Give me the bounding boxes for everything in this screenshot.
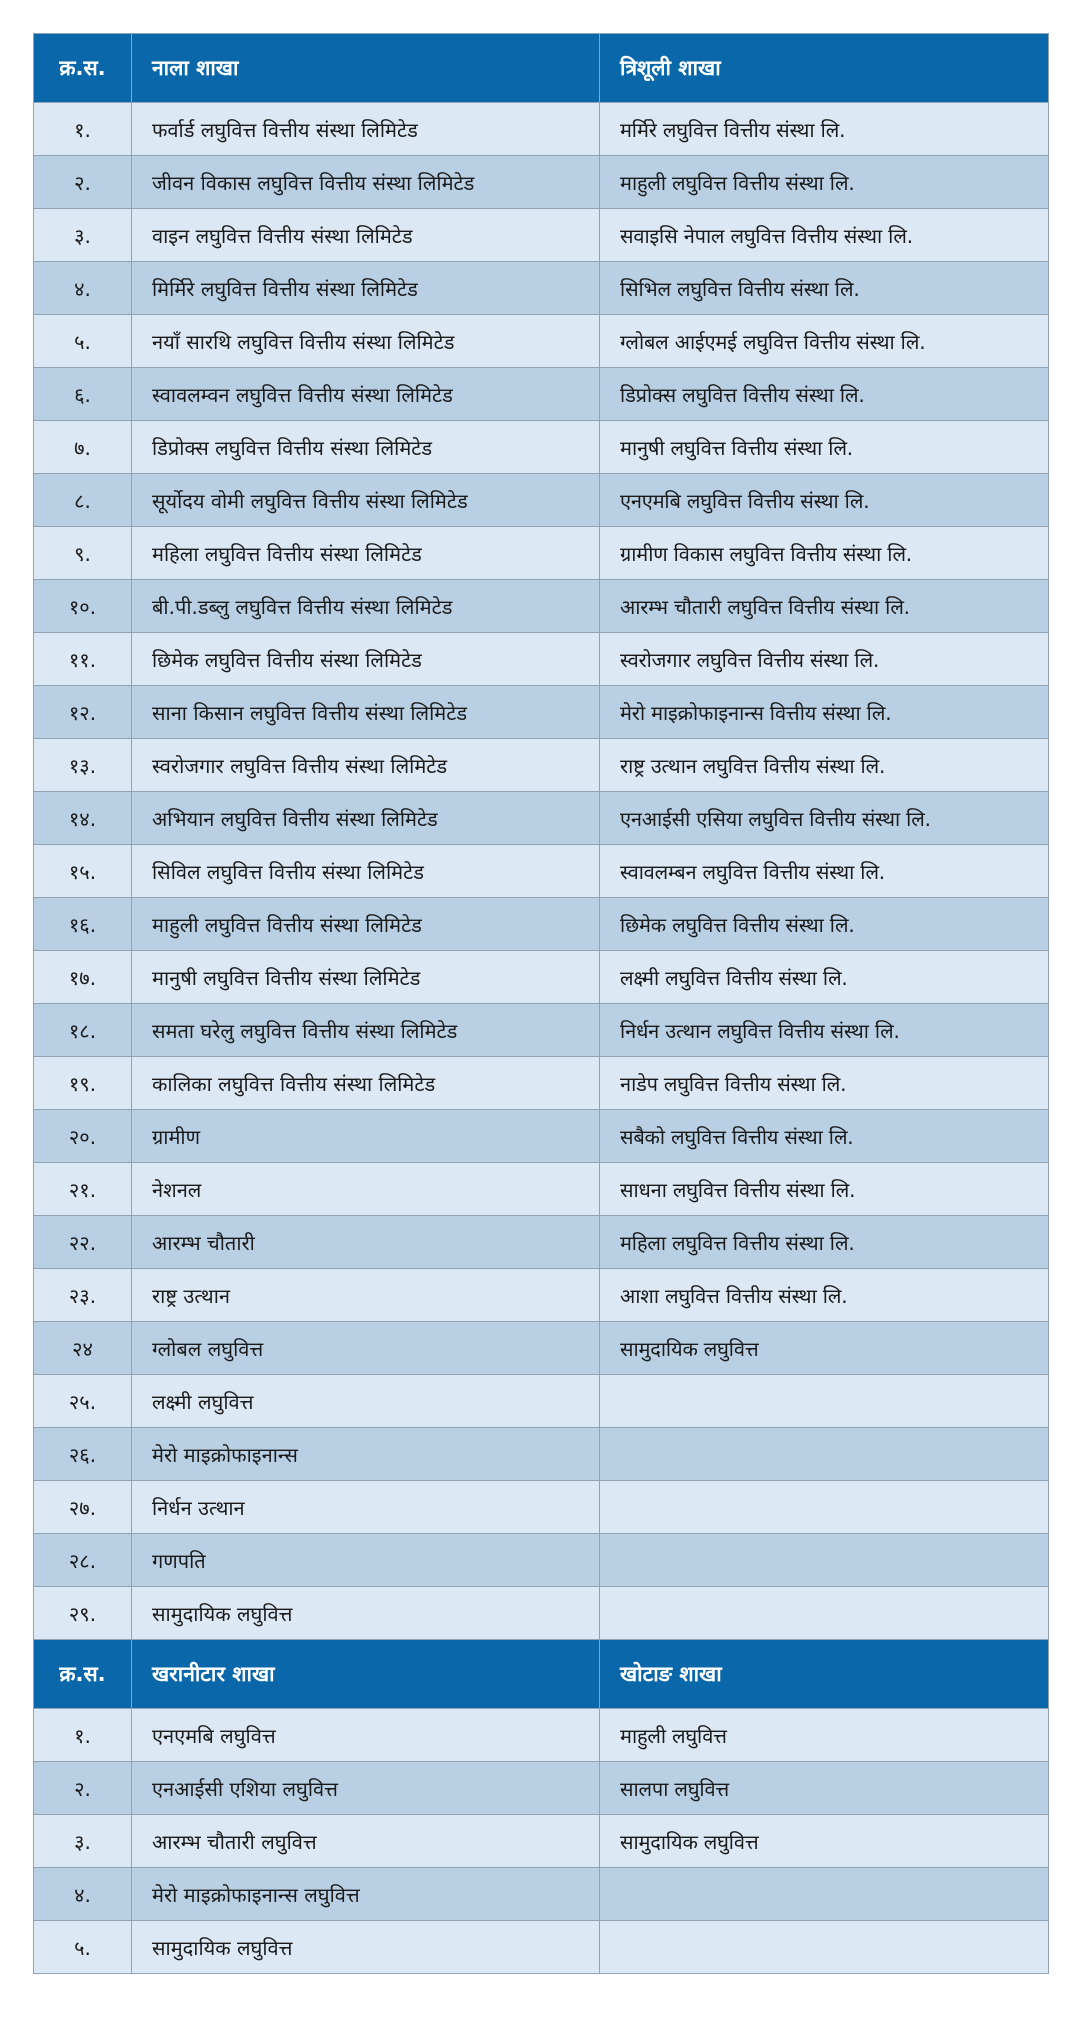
serial-number-cell: ५. bbox=[34, 315, 132, 368]
serial-number-cell: २१. bbox=[34, 1163, 132, 1216]
branch-b-institution-cell: मेरो माइक्रोफाइनान्स वित्तीय संस्था लि. bbox=[600, 686, 1049, 739]
serial-number-cell: १८. bbox=[34, 1004, 132, 1057]
table-row bbox=[34, 1921, 1049, 1974]
table-row bbox=[34, 1534, 1049, 1587]
table-row bbox=[34, 1762, 1049, 1815]
section1-header-row bbox=[34, 34, 1049, 103]
branch-b-institution-cell: आरम्भ चौतारी लघुवित्त वित्तीय संस्था लि. bbox=[600, 580, 1049, 633]
branch-a-institution-cell: छिमेक लघुवित्त वित्तीय संस्था लिमिटेड bbox=[132, 633, 600, 686]
branch-a-institution-cell: मेरो माइक्रोफाइनान्स bbox=[132, 1428, 600, 1481]
table-row bbox=[34, 633, 1049, 686]
table-row bbox=[34, 1815, 1049, 1868]
branch-a-institution-cell: डिप्रोक्स लघुवित्त वित्तीय संस्था लिमिटेड bbox=[132, 421, 600, 474]
branch-a-institution-cell: मानुषी लघुवित्त वित्तीय संस्था लिमिटेड bbox=[132, 951, 600, 1004]
table-row bbox=[34, 1216, 1049, 1269]
table-row bbox=[34, 262, 1049, 315]
column-b-header: त्रिशूली शाखा bbox=[600, 34, 1049, 103]
serial-number-header: क्र.स. bbox=[34, 34, 132, 103]
table-row bbox=[34, 1004, 1049, 1057]
serial-number-cell: २२. bbox=[34, 1216, 132, 1269]
branch-b-institution-cell bbox=[600, 1868, 1049, 1921]
table-row bbox=[34, 1375, 1049, 1428]
serial-number-cell: १५. bbox=[34, 845, 132, 898]
serial-number-cell: २९. bbox=[34, 1587, 132, 1640]
table-row bbox=[34, 1868, 1049, 1921]
branch-a-institution-cell: नयाँ सारथि लघुवित्त वित्तीय संस्था लिमिटेड bbox=[132, 315, 600, 368]
branch-b-institution-cell bbox=[600, 1921, 1049, 1974]
table-row bbox=[34, 1163, 1049, 1216]
serial-number-cell: ३. bbox=[34, 209, 132, 262]
serial-number-cell: १०. bbox=[34, 580, 132, 633]
branch-b-institution-cell: स्वावलम्बन लघुवित्त वित्तीय संस्था लि. bbox=[600, 845, 1049, 898]
branch-b-institution-cell: ग्लोबल आईएमई लघुवित्त वित्तीय संस्था लि. bbox=[600, 315, 1049, 368]
serial-number-cell: १४. bbox=[34, 792, 132, 845]
serial-number-cell: ४. bbox=[34, 1868, 132, 1921]
branch-a-institution-cell: सामुदायिक लघुवित्त bbox=[132, 1921, 600, 1974]
branch-a-institution-cell: गणपति bbox=[132, 1534, 600, 1587]
branch-b-institution-cell: सामुदायिक लघुवित्त bbox=[600, 1322, 1049, 1375]
serial-number-cell: ८. bbox=[34, 474, 132, 527]
serial-number-cell: ११. bbox=[34, 633, 132, 686]
branch-a-institution-cell: आरम्भ चौतारी लघुवित्त bbox=[132, 1815, 600, 1868]
serial-number-cell: २०. bbox=[34, 1110, 132, 1163]
table-row bbox=[34, 421, 1049, 474]
serial-number-cell: १९. bbox=[34, 1057, 132, 1110]
table-row bbox=[34, 739, 1049, 792]
branch-a-institution-cell: मेरो माइक्रोफाइनान्स लघुवित्त bbox=[132, 1868, 600, 1921]
branch-a-institution-cell: लक्ष्मी लघुवित्त bbox=[132, 1375, 600, 1428]
branch-a-institution-cell: नेशनल bbox=[132, 1163, 600, 1216]
column-a-header: खरानीटार शाखा bbox=[132, 1640, 600, 1709]
table-row bbox=[34, 792, 1049, 845]
branch-b-institution-cell: महिला लघुवित्त वित्तीय संस्था लि. bbox=[600, 1216, 1049, 1269]
branch-b-institution-cell: राष्ट्र उत्थान लघुवित्त वित्तीय संस्था लि. bbox=[600, 739, 1049, 792]
serial-number-cell: ७. bbox=[34, 421, 132, 474]
table-row bbox=[34, 898, 1049, 951]
serial-number-cell: १३. bbox=[34, 739, 132, 792]
branch-b-institution-cell: सवाइसि नेपाल लघुवित्त वित्तीय संस्था लि. bbox=[600, 209, 1049, 262]
branch-a-institution-cell: सिविल लघुवित्त वित्तीय संस्था लिमिटेड bbox=[132, 845, 600, 898]
branch-a-institution-cell: निर्धन उत्थान bbox=[132, 1481, 600, 1534]
table-row bbox=[34, 474, 1049, 527]
branch-b-institution-cell bbox=[600, 1534, 1049, 1587]
serial-number-cell: १. bbox=[34, 1709, 132, 1762]
branch-b-institution-cell: नाडेप लघुवित्त वित्तीय संस्था लि. bbox=[600, 1057, 1049, 1110]
table-row bbox=[34, 368, 1049, 421]
branch-a-institution-cell: जीवन विकास लघुवित्त वित्तीय संस्था लिमिटेड bbox=[132, 156, 600, 209]
serial-number-cell: २७. bbox=[34, 1481, 132, 1534]
section2-header-row bbox=[34, 1640, 1049, 1709]
serial-number-cell: २८. bbox=[34, 1534, 132, 1587]
branch-a-institution-cell: अभियान लघुवित्त वित्तीय संस्था लिमिटेड bbox=[132, 792, 600, 845]
serial-number-cell: ९. bbox=[34, 527, 132, 580]
branch-a-institution-cell: ग्लोबल लघुवित्त bbox=[132, 1322, 600, 1375]
branch-table-body bbox=[34, 34, 1049, 1974]
table-row bbox=[34, 156, 1049, 209]
serial-number-cell: २. bbox=[34, 156, 132, 209]
serial-number-cell: ४. bbox=[34, 262, 132, 315]
branch-b-institution-cell bbox=[600, 1375, 1049, 1428]
serial-number-cell: १. bbox=[34, 103, 132, 156]
table-row bbox=[34, 1269, 1049, 1322]
branch-a-institution-cell: आरम्भ चौतारी bbox=[132, 1216, 600, 1269]
branch-b-institution-cell: स्वरोजगार लघुवित्त वित्तीय संस्था लि. bbox=[600, 633, 1049, 686]
serial-number-cell: २६. bbox=[34, 1428, 132, 1481]
branch-b-institution-cell: सिभिल लघुवित्त वित्तीय संस्था लि. bbox=[600, 262, 1049, 315]
serial-number-cell: ३. bbox=[34, 1815, 132, 1868]
branch-a-institution-cell: माहुली लघुवित्त वित्तीय संस्था लिमिटेड bbox=[132, 898, 600, 951]
table-row bbox=[34, 527, 1049, 580]
branch-a-institution-cell: समता घरेलु लघुवित्त वित्तीय संस्था लिमिटेड bbox=[132, 1004, 600, 1057]
branch-b-institution-cell: सालपा लघुवित्त bbox=[600, 1762, 1049, 1815]
branch-b-institution-cell: एनएमबि लघुवित्त वित्तीय संस्था लि. bbox=[600, 474, 1049, 527]
serial-number-cell: १७. bbox=[34, 951, 132, 1004]
branch-a-institution-cell: सूर्योदय वोमी लघुवित्त वित्तीय संस्था लिमिटेड bbox=[132, 474, 600, 527]
table-row bbox=[34, 315, 1049, 368]
table-row bbox=[34, 686, 1049, 739]
serial-number-cell: १२. bbox=[34, 686, 132, 739]
table-row bbox=[34, 209, 1049, 262]
table-row bbox=[34, 580, 1049, 633]
branch-b-institution-cell: मानुषी लघुवित्त वित्तीय संस्था लि. bbox=[600, 421, 1049, 474]
branch-a-institution-cell: महिला लघुवित्त वित्तीय संस्था लिमिटेड bbox=[132, 527, 600, 580]
branch-a-institution-cell: बी.पी.डब्लु लघुवित्त वित्तीय संस्था लिमिटेड bbox=[132, 580, 600, 633]
branch-b-institution-cell: लक्ष्मी लघुवित्त वित्तीय संस्था लि. bbox=[600, 951, 1049, 1004]
branch-b-institution-cell: सबैको लघुवित्त वित्तीय संस्था लि. bbox=[600, 1110, 1049, 1163]
branch-b-institution-cell: माहुली लघुवित्त वित्तीय संस्था लि. bbox=[600, 156, 1049, 209]
branch-b-institution-cell: सामुदायिक लघुवित्त bbox=[600, 1815, 1049, 1868]
branch-a-institution-cell: एनएमबि लघुवित्त bbox=[132, 1709, 600, 1762]
serial-number-cell: ५. bbox=[34, 1921, 132, 1974]
branch-b-institution-cell: ग्रामीण विकास लघुवित्त वित्तीय संस्था लि. bbox=[600, 527, 1049, 580]
branch-a-institution-cell: मिर्मिरे लघुवित्त वित्तीय संस्था लिमिटेड bbox=[132, 262, 600, 315]
branch-table bbox=[33, 33, 1049, 1974]
branch-b-institution-cell: माहुली लघुवित्त bbox=[600, 1709, 1049, 1762]
serial-number-cell: ६. bbox=[34, 368, 132, 421]
branch-a-institution-cell: ग्रामीण bbox=[132, 1110, 600, 1163]
branch-b-institution-cell: निर्धन उत्थान लघुवित्त वित्तीय संस्था लि. bbox=[600, 1004, 1049, 1057]
branch-b-institution-cell: छिमेक लघुवित्त वित्तीय संस्था लि. bbox=[600, 898, 1049, 951]
branch-a-institution-cell: साना किसान लघुवित्त वित्तीय संस्था लिमिटेड bbox=[132, 686, 600, 739]
table-row bbox=[34, 1428, 1049, 1481]
serial-number-cell: २३. bbox=[34, 1269, 132, 1322]
table-row bbox=[34, 1587, 1049, 1640]
branch-b-institution-cell: आशा लघुवित्त वित्तीय संस्था लि. bbox=[600, 1269, 1049, 1322]
branch-a-institution-cell: कालिका लघुवित्त वित्तीय संस्था लिमिटेड bbox=[132, 1057, 600, 1110]
branch-a-institution-cell: वाइन लघुवित्त वित्तीय संस्था लिमिटेड bbox=[132, 209, 600, 262]
branch-a-institution-cell: स्वावलम्वन लघुवित्त वित्तीय संस्था लिमिटेड bbox=[132, 368, 600, 421]
table-row bbox=[34, 103, 1049, 156]
serial-number-cell: १६. bbox=[34, 898, 132, 951]
serial-number-header: क्र.स. bbox=[34, 1640, 132, 1709]
table-row bbox=[34, 1322, 1049, 1375]
table-row bbox=[34, 1057, 1049, 1110]
table-row bbox=[34, 1481, 1049, 1534]
branch-a-institution-cell: एनआईसी एशिया लघुवित्त bbox=[132, 1762, 600, 1815]
table-row bbox=[34, 1709, 1049, 1762]
branch-b-institution-cell bbox=[600, 1587, 1049, 1640]
table-row bbox=[34, 1110, 1049, 1163]
branch-a-institution-cell: राष्ट्र उत्थान bbox=[132, 1269, 600, 1322]
branch-a-institution-cell: फर्वार्ड लघुवित्त वित्तीय संस्था लिमिटेड bbox=[132, 103, 600, 156]
serial-number-cell: २५. bbox=[34, 1375, 132, 1428]
branch-b-institution-cell: डिप्रोक्स लघुवित्त वित्तीय संस्था लि. bbox=[600, 368, 1049, 421]
branch-b-institution-cell: मर्मिरे लघुवित्त वित्तीय संस्था लि. bbox=[600, 103, 1049, 156]
branch-b-institution-cell: एनआईसी एसिया लघुवित्त वित्तीय संस्था लि. bbox=[600, 792, 1049, 845]
branch-b-institution-cell bbox=[600, 1481, 1049, 1534]
branch-a-institution-cell: स्वरोजगार लघुवित्त वित्तीय संस्था लिमिटेड bbox=[132, 739, 600, 792]
serial-number-cell: २. bbox=[34, 1762, 132, 1815]
column-a-header: नाला शाखा bbox=[132, 34, 600, 103]
table-row bbox=[34, 951, 1049, 1004]
serial-number-cell: २४ bbox=[34, 1322, 132, 1375]
column-b-header: खोटाङ शाखा bbox=[600, 1640, 1049, 1709]
branch-b-institution-cell: साधना लघुवित्त वित्तीय संस्था लि. bbox=[600, 1163, 1049, 1216]
branch-a-institution-cell: सामुदायिक लघुवित्त bbox=[132, 1587, 600, 1640]
branch-b-institution-cell bbox=[600, 1428, 1049, 1481]
table-row bbox=[34, 845, 1049, 898]
